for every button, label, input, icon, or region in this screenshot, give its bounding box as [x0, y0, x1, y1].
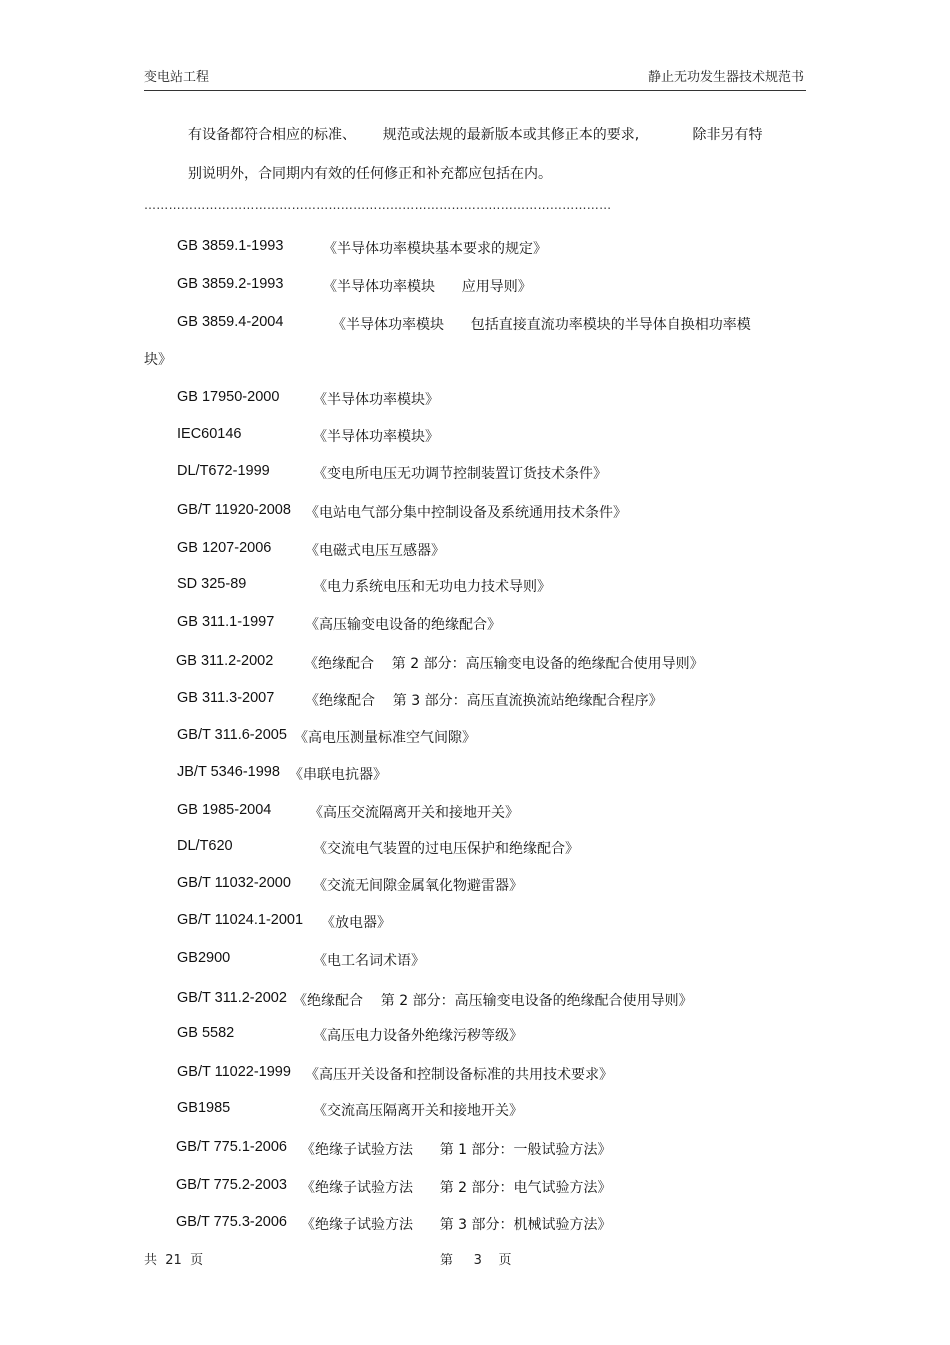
intro-line-1: 有设备都符合相应的标准、 规范或法规的最新版本或其修正本的要求, 除非另有特 [188, 127, 763, 143]
reference-title: 《高压开关设备和控制设备标准的共用技术要求》 [305, 1067, 613, 1083]
reference-title: 《半导体功率模块》 [313, 392, 439, 408]
reference-code: GB/T 11032-2000 [177, 875, 291, 891]
reference-code: GB 3859.2-1993 [177, 276, 284, 292]
reference-title: 《交流高压隔离开关和接地开关》 [313, 1103, 523, 1119]
reference-title: 《高压输变电设备的绝缘配合》 [305, 617, 501, 633]
reference-title: 《串联电抗器》 [289, 767, 387, 783]
reference-code: GB1985 [177, 1100, 231, 1116]
reference-title: 《半导体功率模块 应用导则》 [323, 279, 532, 295]
footer-page-number: 第 3 页 [440, 1253, 512, 1268]
reference-code: GB/T 775.2-2003 [176, 1177, 287, 1193]
reference-code: GB2900 [177, 950, 231, 966]
reference-code: GB/T 775.1-2006 [176, 1139, 287, 1155]
reference-code: IEC60146 [177, 426, 242, 442]
header-doc-title: 静止无功发生器技术规范书 [647, 70, 804, 85]
reference-title: 《绝缘子试验方法 第 2 部分：电气试验方法》 [301, 1180, 612, 1196]
reference-title: 《绝缘子试验方法 第 1 部分：一般试验方法》 [301, 1142, 612, 1158]
reference-title: 《交流无间隙金属氧化物避雷器》 [313, 878, 523, 894]
reference-title: 《绝缘配合 第 2 部分：高压输变电设备的绝缘配合使用导则》 [293, 993, 693, 1009]
reference-title: 《半导体功率模块》 [313, 429, 439, 445]
reference-title: 《高压电力设备外绝缘污秽等级》 [313, 1028, 523, 1044]
reference-code: GB 311.1-1997 [177, 614, 275, 630]
footer-total-pages: 共 21 页 [144, 1253, 204, 1268]
header-divider [144, 90, 806, 91]
reference-code: GB 17950-2000 [177, 389, 280, 405]
reference-code: GB/T 775.3-2006 [176, 1214, 287, 1230]
reference-code: GB/T 11920-2008 [177, 502, 291, 518]
reference-code: GB 1207-2006 [177, 540, 272, 556]
reference-code: GB 3859.1-1993 [177, 238, 284, 254]
reference-code: GB 5582 [177, 1025, 235, 1041]
reference-title: 《半导体功率模块基本要求的规定》 [323, 241, 547, 257]
reference-code: DL/T620 [177, 838, 233, 854]
reference-title: 《绝缘子试验方法 第 3 部分：机械试验方法》 [301, 1217, 612, 1233]
header-project: 变电站工程 [144, 70, 210, 85]
reference-code: GB/T 311.2-2002 [177, 990, 287, 1006]
intro-line-2: 别说明外，合同期内有效的任何修正和补充都应包括在内。 [188, 166, 552, 182]
reference-title: 《放电器》 [321, 915, 391, 931]
reference-code: GB 311.2-2002 [176, 653, 274, 669]
reference-code: GB 1985-2004 [177, 802, 272, 818]
reference-title-continuation: 块》 [144, 352, 172, 368]
reference-code: JB/T 5346-1998 [177, 764, 280, 780]
reference-title: 《绝缘配合 第 2 部分：高压输变电设备的绝缘配合使用导则》 [304, 656, 704, 672]
reference-title: 《电磁式电压互感器》 [305, 543, 445, 559]
reference-title: 《高电压测量标准空气间隙》 [294, 730, 476, 746]
reference-title: 《半导体功率模块 包括直接直流功率模块的半导体自换相功率模 [332, 317, 751, 333]
reference-code: GB/T 311.6-2005 [177, 727, 287, 743]
reference-title: 《交流电气装置的过电压保护和绝缘配合》 [313, 841, 579, 857]
reference-title: 《电力系统电压和无功电力技术导则》 [313, 579, 551, 595]
reference-code: SD 325-89 [177, 576, 247, 592]
reference-code: GB/T 11022-1999 [177, 1064, 291, 1080]
reference-code: GB/T 11024.1-2001 [177, 912, 304, 928]
reference-title: 《高压交流隔离开关和接地开关》 [309, 805, 519, 821]
reference-title: 《电工名词术语》 [313, 953, 425, 969]
reference-code: GB 3859.4-2004 [177, 314, 284, 330]
reference-title: 《电站电气部分集中控制设备及系统通用技术条件》 [305, 505, 627, 521]
reference-title: 《变电所电压无功调节控制装置订货技术条件》 [313, 466, 607, 482]
dotted-separator: …………………………………………………………………………………………………… [144, 198, 612, 212]
reference-title: 《绝缘配合 第 3 部分：高压直流换流站绝缘配合程序》 [305, 693, 663, 709]
reference-code: DL/T672-1999 [177, 463, 270, 479]
reference-code: GB 311.3-2007 [177, 690, 275, 706]
